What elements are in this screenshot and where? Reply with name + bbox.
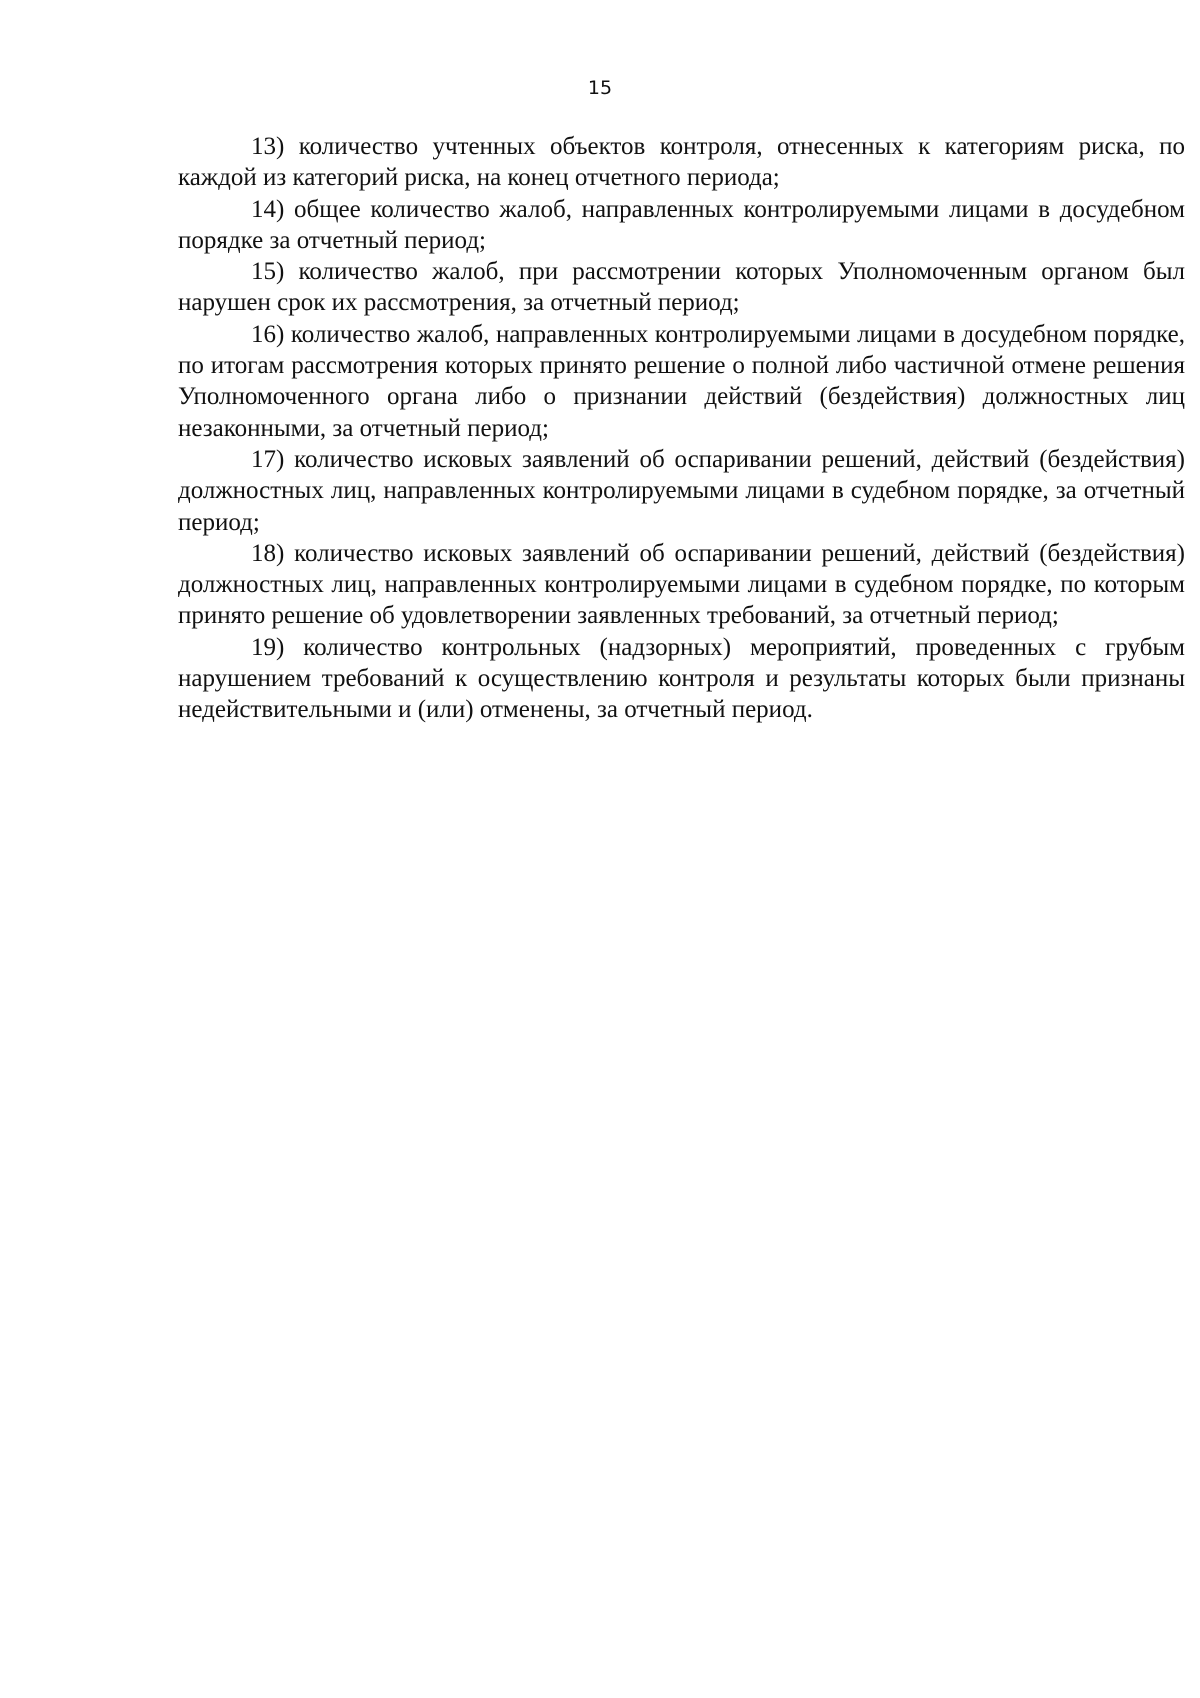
page-number: 15 — [587, 77, 613, 99]
document-body — [178, 131, 1185, 726]
list-item-13: 13) количество учтенных объектов контроля, отнесенных к категориям риска, по каждой из категорий риска, на конец отчетного периода; — [178, 133, 1185, 192]
list-item-17: 17) количество исковых заявлений об оспаривании решений, действий (бездействия) должностных лиц, направленных контролируемыми лицами в судебном порядке, за отчетный период; — [178, 445, 1185, 536]
list-item-16: 16) количество жалоб, направленных контролируемыми лицами в досудебном порядке, по итогам рассмотрения которых принято решение о полной либо частичной отмене решения Уполномоченного органа либо о признании действий (бездействия) должностных лиц незаконными, за отчетный период; — [178, 320, 1185, 442]
list-item-18: 18) количество исковых заявлений об оспаривании решений, действий (бездействия) должностных лиц, направленных контролируемыми лицами в судебном порядке, по которым принято решение об удовлетворении заявленных требований, за отчетный период; — [178, 539, 1185, 630]
list-item-19: 19) количество контрольных (надзорных) мероприятий, проведенных с грубым нарушением требований к осуществлению контроля и результаты которых были признаны недействительными и (или) отменены, за отчетный период. — [178, 633, 1185, 724]
list-item-15: 15) количество жалоб, при рассмотрении которых Уполномоченным органом был нарушен срок их рассмотрения, за отчетный период; — [178, 258, 1185, 317]
list-item-14: 14) общее количество жалоб, направленных контролируемыми лицами в досудебном порядке за отчетный период; — [178, 195, 1185, 254]
